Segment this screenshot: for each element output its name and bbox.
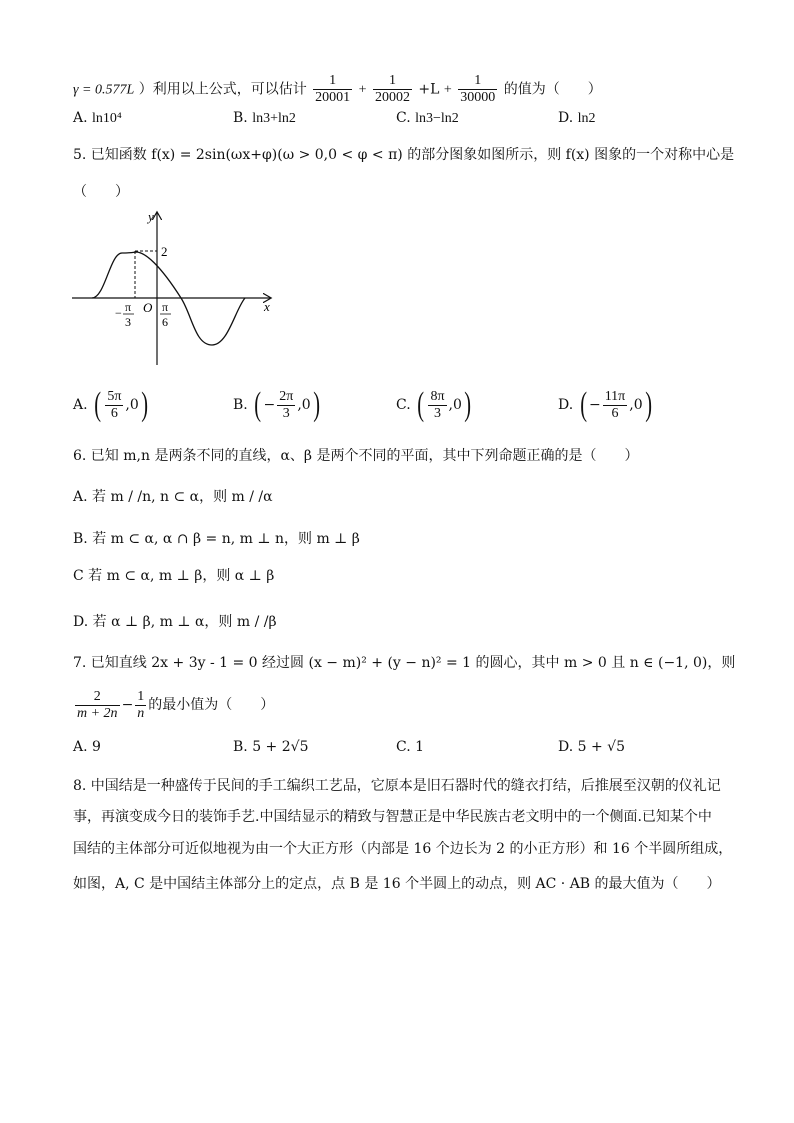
q4-frac2: $\frac{1}{20002}$: [374, 73, 410, 105]
q6-option-a[interactable]: A. 若 m / /n, n ⊂ α，则 m / /α: [73, 489, 273, 505]
q5-option-b[interactable]: B. ( − $\frac{2\pi}{3}$ ,0): [233, 386, 320, 423]
q6-option-c[interactable]: C 若 m ⊂ α, m ⊥ β，则 α ⊥ β: [73, 568, 275, 584]
q4-option-b[interactable]: B. ln3+ln2: [233, 110, 296, 126]
q4-option-a[interactable]: A. ln10⁴: [73, 110, 122, 126]
q7-option-d[interactable]: D. 5 + √5: [558, 739, 626, 755]
q4-ellipsis: +L: [418, 81, 440, 98]
q5-stem: 5. 已知函数 f(x) = 2sin(ωx+φ)(ω > 0,0 < φ < π) 的部分图象如图所示，则 f(x) 图象的一个对称中心是: [73, 147, 735, 163]
x-axis-label: x: [264, 299, 270, 314]
q4-stem-text: ）利用以上公式，可以估计: [138, 81, 307, 98]
left-tick-num: π: [125, 300, 132, 314]
q4-option-d[interactable]: D. ln2: [558, 110, 596, 126]
q7-frac-a: $\frac{2}{m + 2n}$: [77, 688, 118, 721]
q4-frac3: $\frac{1}{30000}$: [460, 73, 496, 105]
q8-line-4: 如图，A, C 是中国结主体部分上的定点，点 B 是 16 个半圆上的动点，则 AC · AB 的最大值为（ ）: [73, 876, 721, 892]
q5-sine-graph: [70, 205, 280, 370]
q6-option-b[interactable]: B. 若 m ⊂ α, α ∩ β = n, m ⊥ n，则 m ⊥ β: [73, 531, 360, 547]
q7-option-c[interactable]: C. 1: [396, 739, 425, 755]
origin-label: O: [143, 300, 153, 315]
q5-option-c[interactable]: C. ( $\frac{8\pi}{3}$ ,0): [396, 386, 471, 423]
q4-option-c[interactable]: C. ln3−ln2: [396, 110, 459, 126]
right-tick-num: π: [162, 300, 169, 314]
q8-line-2: 事，再演变成今日的装饰手艺.中国结显示的精致与智慧正是中华民族古老文明中的一个侧面.已知某个中: [73, 809, 712, 825]
q8-line-3: 国结的主体部分可近似地视为由一个大正方形（内部是 16 个边长为 2 的小正方形）和 16 个半圆所组成，: [73, 841, 733, 857]
q7-option-a[interactable]: A. 9: [73, 739, 101, 755]
q6-stem: 6. 已知 m,n 是两条不同的直线，α、β 是两个不同的平面，其中下列命题正确的是（ ）: [73, 448, 639, 464]
q5-option-d[interactable]: D. ( − $\frac{11\pi}{6}$ ,0): [558, 386, 652, 423]
q7-stem: 7. 已知直线 2x + 3y - 1 = 0 经过圆 (x − m)² + (y − n)² = 1 的圆心，其中 m > 0 且 n ∈ (−1, 0)，则: [73, 655, 736, 671]
y-axis-label: y: [148, 209, 154, 224]
q5-answer-paren: （ ）: [73, 184, 129, 200]
left-tick-sign: −: [115, 306, 122, 320]
gamma-constant: γ = 0.577L: [73, 82, 135, 98]
q5-option-a[interactable]: A. ( $\frac{5\pi}{6}$ ,0): [73, 386, 148, 423]
q7-frac-b: $\frac{1}{n}$: [137, 688, 145, 721]
right-tick-den: 6: [162, 315, 168, 329]
q6-option-d[interactable]: D. 若 α ⊥ β, m ⊥ α，则 m / /β: [73, 614, 277, 630]
max-value-label: 2: [161, 244, 168, 259]
q7-option-b[interactable]: B. 5 + 2√5: [233, 739, 309, 755]
q4-tail: 的值为（ ）: [503, 81, 602, 98]
q4-stem-line: γ = 0.577L ）利用以上公式，可以估计 $\frac{1}{20001}$ + $\frac{1}{20002}$ +L + $\frac{1}{30000}$ 的值为（ ）: [73, 73, 602, 105]
left-tick-den: 3: [125, 315, 131, 329]
q4-frac1: $\frac{1}{20001}$: [315, 73, 351, 105]
q7-expression: $\frac{2}{m + 2n}$ − $\frac{1}{n}$ 的最小值为（ ）: [77, 688, 275, 721]
q8-line-1: 8. 中国结是一种盛传于民间的手工编织工艺品，它原本是旧石器时代的缝衣打结，后推展至汉朝的仪礼记: [73, 778, 721, 794]
